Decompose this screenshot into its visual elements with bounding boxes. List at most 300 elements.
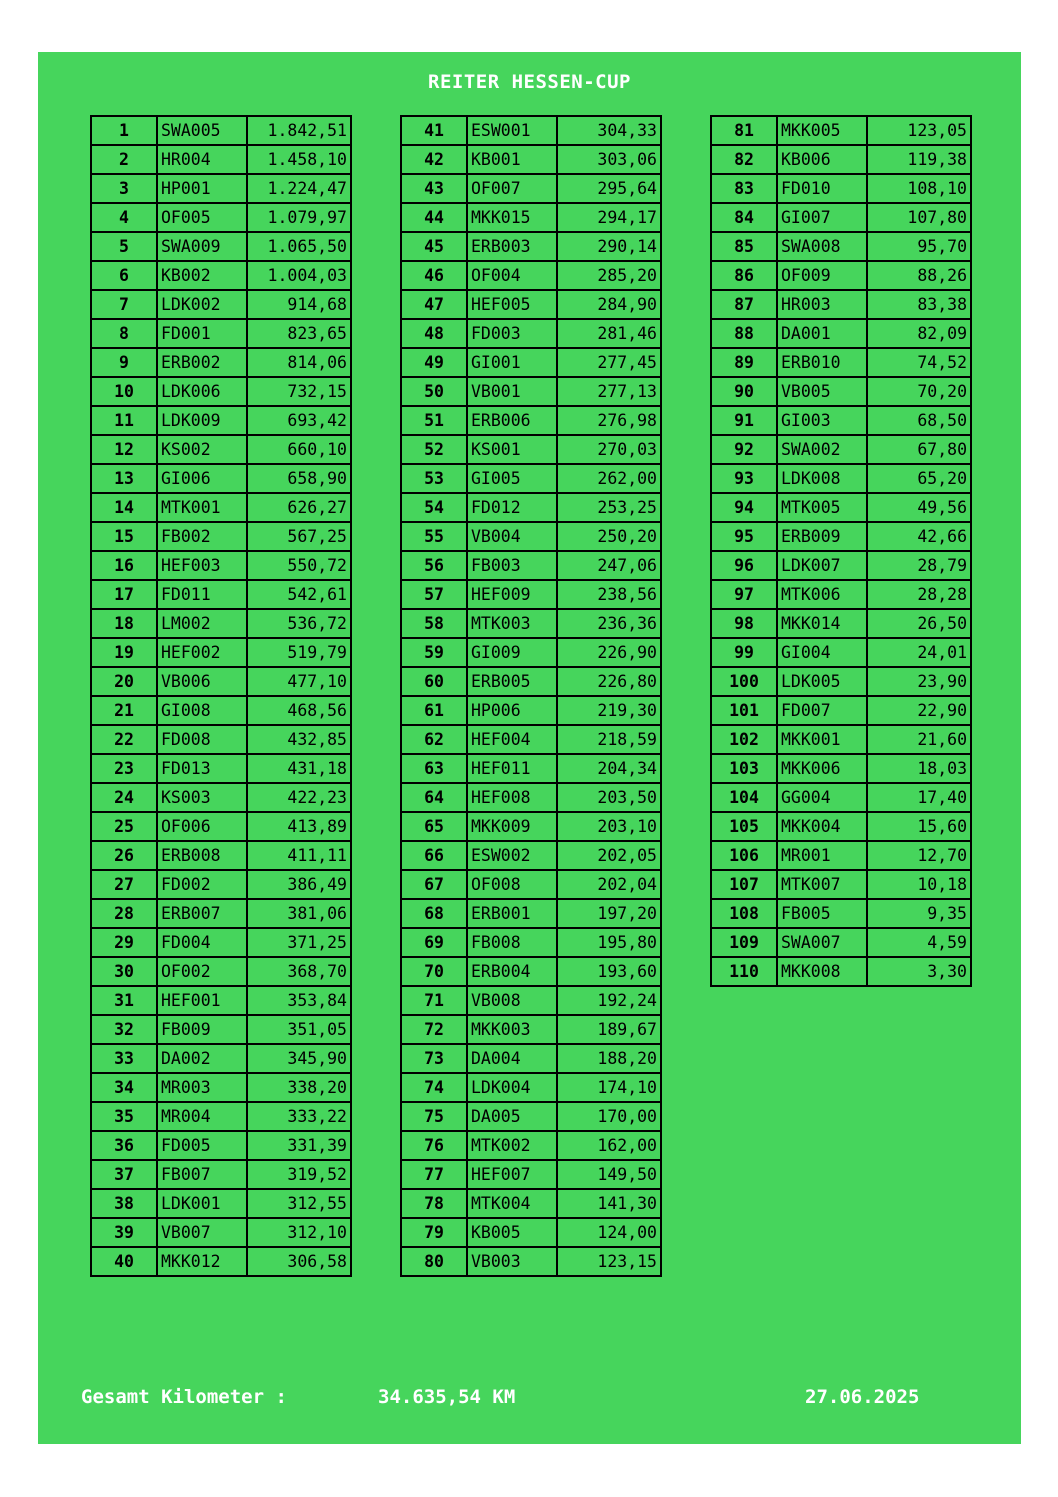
code-cell: ERB007 xyxy=(157,899,247,928)
table-row xyxy=(401,406,661,435)
km-cell: 9,35 xyxy=(867,899,971,928)
code-cell: LDK004 xyxy=(467,1073,557,1102)
table-row xyxy=(91,174,351,203)
km-cell: 303,06 xyxy=(557,145,661,174)
km-cell: 413,89 xyxy=(247,812,351,841)
code-cell: FB009 xyxy=(157,1015,247,1044)
rank-cell: 27 xyxy=(91,870,157,899)
rank-cell: 22 xyxy=(91,725,157,754)
code-cell: MTK001 xyxy=(157,493,247,522)
km-cell: 1.004,03 xyxy=(247,261,351,290)
code-cell: FB005 xyxy=(777,899,867,928)
code-cell: HR003 xyxy=(777,290,867,319)
km-cell: 70,20 xyxy=(867,377,971,406)
rank-cell: 49 xyxy=(401,348,467,377)
km-cell: 277,45 xyxy=(557,348,661,377)
table-row xyxy=(401,580,661,609)
rank-cell: 62 xyxy=(401,725,467,754)
km-cell: 338,20 xyxy=(247,1073,351,1102)
table-row xyxy=(91,783,351,812)
rank-cell: 38 xyxy=(91,1189,157,1218)
rank-cell: 31 xyxy=(91,986,157,1015)
code-cell: KS003 xyxy=(157,783,247,812)
table-row xyxy=(401,812,661,841)
rank-cell: 33 xyxy=(91,1044,157,1073)
km-cell: 42,66 xyxy=(867,522,971,551)
table-row xyxy=(711,812,971,841)
table-row xyxy=(711,232,971,261)
rank-cell: 94 xyxy=(711,493,777,522)
km-cell: 22,90 xyxy=(867,696,971,725)
km-cell: 277,13 xyxy=(557,377,661,406)
code-cell: GI008 xyxy=(157,696,247,725)
km-cell: 550,72 xyxy=(247,551,351,580)
km-cell: 15,60 xyxy=(867,812,971,841)
rank-cell: 66 xyxy=(401,841,467,870)
rank-cell: 20 xyxy=(91,667,157,696)
rank-cell: 101 xyxy=(711,696,777,725)
code-cell: LDK001 xyxy=(157,1189,247,1218)
table-row xyxy=(711,319,971,348)
code-cell: HEF003 xyxy=(157,551,247,580)
km-cell: 28,28 xyxy=(867,580,971,609)
code-cell: GI004 xyxy=(777,638,867,667)
table-row xyxy=(711,464,971,493)
table-row xyxy=(401,1189,661,1218)
code-cell: VB006 xyxy=(157,667,247,696)
table-row xyxy=(711,348,971,377)
code-cell: OF007 xyxy=(467,174,557,203)
code-cell: VB005 xyxy=(777,377,867,406)
table-row xyxy=(401,319,661,348)
code-cell: MKK003 xyxy=(467,1015,557,1044)
rank-cell: 77 xyxy=(401,1160,467,1189)
rank-cell: 43 xyxy=(401,174,467,203)
code-cell: HEF007 xyxy=(467,1160,557,1189)
table-row xyxy=(711,841,971,870)
rank-cell: 106 xyxy=(711,841,777,870)
table-row xyxy=(401,957,661,986)
km-cell: 658,90 xyxy=(247,464,351,493)
code-cell: GI001 xyxy=(467,348,557,377)
km-cell: 195,80 xyxy=(557,928,661,957)
km-cell: 290,14 xyxy=(557,232,661,261)
table-row xyxy=(711,696,971,725)
rank-cell: 87 xyxy=(711,290,777,319)
code-cell: HEF008 xyxy=(467,783,557,812)
km-cell: 294,17 xyxy=(557,203,661,232)
km-cell: 18,03 xyxy=(867,754,971,783)
km-cell: 226,90 xyxy=(557,638,661,667)
table-row xyxy=(91,203,351,232)
code-cell: HEF002 xyxy=(157,638,247,667)
code-cell: ERB004 xyxy=(467,957,557,986)
km-cell: 468,56 xyxy=(247,696,351,725)
code-cell: SWA005 xyxy=(157,116,247,145)
table-row xyxy=(91,551,351,580)
rank-cell: 41 xyxy=(401,116,467,145)
code-cell: MKK012 xyxy=(157,1247,247,1276)
km-cell: 660,10 xyxy=(247,435,351,464)
code-cell: MKK008 xyxy=(777,957,867,986)
rank-cell: 53 xyxy=(401,464,467,493)
code-cell: ESW002 xyxy=(467,841,557,870)
km-cell: 83,38 xyxy=(867,290,971,319)
table-row xyxy=(711,406,971,435)
code-cell: OF004 xyxy=(467,261,557,290)
table-row xyxy=(401,203,661,232)
km-cell: 203,10 xyxy=(557,812,661,841)
rank-cell: 95 xyxy=(711,522,777,551)
rank-cell: 81 xyxy=(711,116,777,145)
table-row xyxy=(91,841,351,870)
rank-cell: 34 xyxy=(91,1073,157,1102)
rank-cell: 72 xyxy=(401,1015,467,1044)
rank-cell: 109 xyxy=(711,928,777,957)
km-cell: 24,01 xyxy=(867,638,971,667)
km-cell: 386,49 xyxy=(247,870,351,899)
rank-cell: 40 xyxy=(91,1247,157,1276)
code-cell: VB007 xyxy=(157,1218,247,1247)
code-cell: FD003 xyxy=(467,319,557,348)
rank-cell: 57 xyxy=(401,580,467,609)
rank-cell: 18 xyxy=(91,609,157,638)
table-row xyxy=(711,145,971,174)
code-cell: GI009 xyxy=(467,638,557,667)
rank-cell: 58 xyxy=(401,609,467,638)
rank-cell: 105 xyxy=(711,812,777,841)
table-row xyxy=(91,1247,351,1276)
code-cell: FD010 xyxy=(777,174,867,203)
table-row xyxy=(711,783,971,812)
rank-cell: 1 xyxy=(91,116,157,145)
code-cell: MKK015 xyxy=(467,203,557,232)
km-cell: 276,98 xyxy=(557,406,661,435)
table-row xyxy=(401,754,661,783)
code-cell: MR003 xyxy=(157,1073,247,1102)
table-row xyxy=(401,696,661,725)
table-row xyxy=(401,116,661,145)
km-cell: 174,10 xyxy=(557,1073,661,1102)
code-cell: FB007 xyxy=(157,1160,247,1189)
table-row xyxy=(91,1102,351,1131)
km-cell: 295,64 xyxy=(557,174,661,203)
code-cell: SWA008 xyxy=(777,232,867,261)
table-row xyxy=(91,609,351,638)
code-cell: KB001 xyxy=(467,145,557,174)
km-cell: 124,00 xyxy=(557,1218,661,1247)
code-cell: MR004 xyxy=(157,1102,247,1131)
table-row xyxy=(711,754,971,783)
code-cell: OF009 xyxy=(777,261,867,290)
table-row xyxy=(711,899,971,928)
table-row xyxy=(91,1073,351,1102)
table-row xyxy=(401,783,661,812)
code-cell: MKK009 xyxy=(467,812,557,841)
code-cell: FD001 xyxy=(157,319,247,348)
km-cell: 914,68 xyxy=(247,290,351,319)
table-row xyxy=(91,377,351,406)
code-cell: ERB008 xyxy=(157,841,247,870)
rank-cell: 70 xyxy=(401,957,467,986)
code-cell: OF008 xyxy=(467,870,557,899)
rank-cell: 102 xyxy=(711,725,777,754)
km-cell: 253,25 xyxy=(557,493,661,522)
table-row xyxy=(91,638,351,667)
km-cell: 28,79 xyxy=(867,551,971,580)
km-cell: 519,79 xyxy=(247,638,351,667)
km-cell: 732,15 xyxy=(247,377,351,406)
rank-cell: 78 xyxy=(401,1189,467,1218)
km-cell: 197,20 xyxy=(557,899,661,928)
rank-cell: 35 xyxy=(91,1102,157,1131)
code-cell: FD002 xyxy=(157,870,247,899)
table-row xyxy=(91,145,351,174)
rank-cell: 36 xyxy=(91,1131,157,1160)
rank-cell: 54 xyxy=(401,493,467,522)
code-cell: OF005 xyxy=(157,203,247,232)
km-cell: 284,90 xyxy=(557,290,661,319)
table-row xyxy=(401,174,661,203)
code-cell: KS002 xyxy=(157,435,247,464)
code-cell: MKK014 xyxy=(777,609,867,638)
km-cell: 219,30 xyxy=(557,696,661,725)
table-row xyxy=(711,261,971,290)
table-row xyxy=(91,928,351,957)
code-cell: ERB003 xyxy=(467,232,557,261)
code-cell: KB006 xyxy=(777,145,867,174)
table-row xyxy=(91,812,351,841)
code-cell: HEF009 xyxy=(467,580,557,609)
km-cell: 188,20 xyxy=(557,1044,661,1073)
km-cell: 567,25 xyxy=(247,522,351,551)
code-cell: MTK007 xyxy=(777,870,867,899)
table-row xyxy=(401,928,661,957)
table-row xyxy=(711,435,971,464)
table-row xyxy=(401,522,661,551)
rank-cell: 14 xyxy=(91,493,157,522)
table-row xyxy=(711,290,971,319)
km-cell: 189,67 xyxy=(557,1015,661,1044)
code-cell: VB001 xyxy=(467,377,557,406)
table-row xyxy=(401,1044,661,1073)
rank-cell: 76 xyxy=(401,1131,467,1160)
km-cell: 226,80 xyxy=(557,667,661,696)
code-cell: MTK004 xyxy=(467,1189,557,1218)
rank-cell: 83 xyxy=(711,174,777,203)
rank-cell: 98 xyxy=(711,609,777,638)
code-cell: VB008 xyxy=(467,986,557,1015)
table-row xyxy=(401,464,661,493)
code-cell: SWA007 xyxy=(777,928,867,957)
report-date: 27.06.2025 xyxy=(805,1386,920,1408)
table-row xyxy=(401,261,661,290)
code-cell: GG004 xyxy=(777,783,867,812)
km-cell: 88,26 xyxy=(867,261,971,290)
km-cell: 26,50 xyxy=(867,609,971,638)
rank-cell: 19 xyxy=(91,638,157,667)
table-row xyxy=(91,1015,351,1044)
table-row xyxy=(91,725,351,754)
km-cell: 319,52 xyxy=(247,1160,351,1189)
km-cell: 270,03 xyxy=(557,435,661,464)
code-cell: ERB010 xyxy=(777,348,867,377)
code-cell: HEF005 xyxy=(467,290,557,319)
rank-cell: 48 xyxy=(401,319,467,348)
code-cell: OF006 xyxy=(157,812,247,841)
code-cell: FD008 xyxy=(157,725,247,754)
rank-cell: 51 xyxy=(401,406,467,435)
km-cell: 333,22 xyxy=(247,1102,351,1131)
ranking-table-1 xyxy=(90,115,352,1277)
km-cell: 351,05 xyxy=(247,1015,351,1044)
table-row xyxy=(91,1189,351,1218)
table-row xyxy=(401,1247,661,1276)
rank-cell: 93 xyxy=(711,464,777,493)
table-row xyxy=(711,116,971,145)
code-cell: HEF004 xyxy=(467,725,557,754)
code-cell: MKK004 xyxy=(777,812,867,841)
km-cell: 477,10 xyxy=(247,667,351,696)
table-row xyxy=(401,551,661,580)
table-row xyxy=(91,406,351,435)
rank-cell: 5 xyxy=(91,232,157,261)
table-row xyxy=(401,870,661,899)
km-cell: 10,18 xyxy=(867,870,971,899)
table-row xyxy=(91,1218,351,1247)
code-cell: GI007 xyxy=(777,203,867,232)
km-cell: 192,24 xyxy=(557,986,661,1015)
km-cell: 306,58 xyxy=(247,1247,351,1276)
code-cell: HR004 xyxy=(157,145,247,174)
rank-cell: 24 xyxy=(91,783,157,812)
table-row xyxy=(91,870,351,899)
table-row xyxy=(91,754,351,783)
rank-cell: 23 xyxy=(91,754,157,783)
table-row xyxy=(401,899,661,928)
km-cell: 203,50 xyxy=(557,783,661,812)
rank-cell: 86 xyxy=(711,261,777,290)
rank-cell: 6 xyxy=(91,261,157,290)
km-cell: 422,23 xyxy=(247,783,351,812)
table-row xyxy=(91,667,351,696)
km-cell: 21,60 xyxy=(867,725,971,754)
km-cell: 119,38 xyxy=(867,145,971,174)
code-cell: LDK007 xyxy=(777,551,867,580)
table-row xyxy=(91,522,351,551)
km-cell: 162,00 xyxy=(557,1131,661,1160)
table-row xyxy=(401,1218,661,1247)
rank-cell: 103 xyxy=(711,754,777,783)
rank-cell: 85 xyxy=(711,232,777,261)
rank-cell: 82 xyxy=(711,145,777,174)
km-cell: 1.842,51 xyxy=(247,116,351,145)
rank-cell: 30 xyxy=(91,957,157,986)
code-cell: HEF011 xyxy=(467,754,557,783)
km-cell: 250,20 xyxy=(557,522,661,551)
rank-cell: 13 xyxy=(91,464,157,493)
rank-cell: 75 xyxy=(401,1102,467,1131)
rank-cell: 68 xyxy=(401,899,467,928)
rank-cell: 110 xyxy=(711,957,777,986)
km-cell: 431,18 xyxy=(247,754,351,783)
ranking-table-3 xyxy=(710,115,972,987)
km-cell: 353,84 xyxy=(247,986,351,1015)
km-cell: 331,39 xyxy=(247,1131,351,1160)
km-cell: 1.065,50 xyxy=(247,232,351,261)
km-cell: 218,59 xyxy=(557,725,661,754)
code-cell: FD004 xyxy=(157,928,247,957)
code-cell: MTK006 xyxy=(777,580,867,609)
km-cell: 23,90 xyxy=(867,667,971,696)
km-cell: 312,10 xyxy=(247,1218,351,1247)
rank-cell: 29 xyxy=(91,928,157,957)
rank-cell: 10 xyxy=(91,377,157,406)
table-row xyxy=(91,696,351,725)
table-row xyxy=(91,116,351,145)
code-cell: VB004 xyxy=(467,522,557,551)
code-cell: SWA002 xyxy=(777,435,867,464)
rank-cell: 79 xyxy=(401,1218,467,1247)
code-cell: LDK006 xyxy=(157,377,247,406)
km-cell: 193,60 xyxy=(557,957,661,986)
table-row xyxy=(401,609,661,638)
table-row xyxy=(91,1044,351,1073)
rank-cell: 56 xyxy=(401,551,467,580)
table-row xyxy=(401,1131,661,1160)
km-cell: 281,46 xyxy=(557,319,661,348)
rank-cell: 50 xyxy=(401,377,467,406)
km-cell: 49,56 xyxy=(867,493,971,522)
rank-cell: 59 xyxy=(401,638,467,667)
table-row xyxy=(711,580,971,609)
code-cell: LDK008 xyxy=(777,464,867,493)
table-row xyxy=(91,348,351,377)
code-cell: MTK002 xyxy=(467,1131,557,1160)
code-cell: HEF001 xyxy=(157,986,247,1015)
km-cell: 262,00 xyxy=(557,464,661,493)
rank-cell: 44 xyxy=(401,203,467,232)
table-row xyxy=(711,203,971,232)
rank-cell: 65 xyxy=(401,812,467,841)
total-km-value: 34.635,54 KM xyxy=(378,1386,516,1408)
rank-cell: 47 xyxy=(401,290,467,319)
table-row xyxy=(91,435,351,464)
km-cell: 65,20 xyxy=(867,464,971,493)
km-cell: 107,80 xyxy=(867,203,971,232)
km-cell: 285,20 xyxy=(557,261,661,290)
code-cell: DA001 xyxy=(777,319,867,348)
code-cell: GI006 xyxy=(157,464,247,493)
ranking-table-2 xyxy=(400,115,662,1277)
km-cell: 247,06 xyxy=(557,551,661,580)
table-row xyxy=(401,377,661,406)
table-row xyxy=(401,348,661,377)
code-cell: KB005 xyxy=(467,1218,557,1247)
rank-cell: 96 xyxy=(711,551,777,580)
table-row xyxy=(91,986,351,1015)
code-cell: MKK001 xyxy=(777,725,867,754)
table-row xyxy=(711,957,971,986)
code-cell: GI003 xyxy=(777,406,867,435)
km-cell: 108,10 xyxy=(867,174,971,203)
km-cell: 411,11 xyxy=(247,841,351,870)
code-cell: FD012 xyxy=(467,493,557,522)
code-cell: MKK005 xyxy=(777,116,867,145)
table-row xyxy=(401,232,661,261)
table-row xyxy=(401,1073,661,1102)
table-row xyxy=(91,493,351,522)
